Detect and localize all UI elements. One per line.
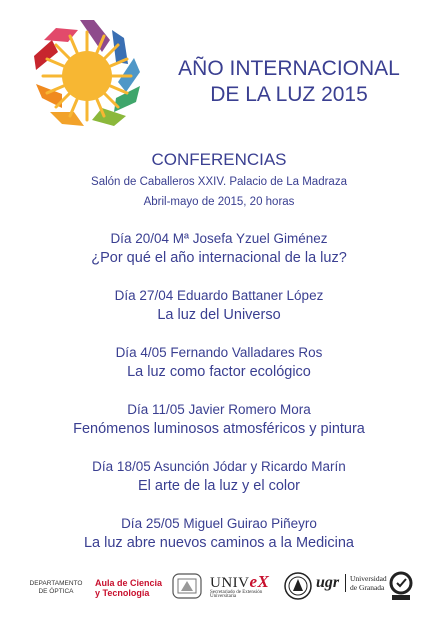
talk-topic: Fenómenos luminosos atmosféricos y pintura: [73, 421, 365, 437]
talk-topic: El arte de la luz y el color: [138, 478, 300, 494]
year-of-light-logo: [22, 12, 152, 142]
talk-speaker: Día 25/05 Miguel Guirao Piñeyro: [121, 516, 317, 531]
talk-speaker: Día 11/05 Javier Romero Mora: [127, 402, 311, 417]
talk-topic: La luz como factor ecológico: [127, 364, 311, 380]
talk-topic: ¿Por qué el año internacional de la luz?: [91, 250, 347, 266]
conference-venue: Salón de Caballeros XXIV. Palacio de La Madraza: [91, 176, 347, 188]
talk-speaker: Día 18/05 Asunción Jódar y Ricardo Marín: [92, 459, 346, 474]
talk-item: [0, 230, 438, 287]
univex-ex: eX: [249, 572, 270, 591]
quality-certification-icon: [388, 571, 414, 601]
talk-item: [0, 287, 438, 344]
ugr-line-2: de Granada: [350, 583, 385, 592]
dept-line-1: DEPARTAMENTO: [29, 580, 83, 587]
madraza-seal-icon: [172, 573, 202, 599]
title-line-1: AÑO INTERNACIONAL: [178, 57, 400, 80]
university-name: [345, 574, 387, 592]
aula-ciencia-logo: [95, 578, 162, 598]
talks-list: [0, 230, 438, 572]
sun-icon: [34, 20, 140, 126]
conference-heading: CONFERENCIAS: [151, 150, 287, 169]
univex-sub-2: Universitaria: [210, 594, 237, 599]
page-title: [158, 56, 420, 108]
aula-line-1: Aula de Ciencia: [95, 578, 163, 588]
talk-topic: La luz del Universo: [157, 307, 281, 323]
talk-item: [0, 515, 438, 572]
talk-item: [0, 401, 438, 458]
conference-dates: Abril-mayo de 2015, 20 horas: [143, 196, 295, 208]
sponsor-logos: [0, 570, 438, 610]
talk-speaker: Día 27/04 Eduardo Battaner López: [114, 288, 324, 303]
university-crest-icon: [284, 571, 312, 601]
talk-topic: La luz abre nuevos caminos a la Medicina: [83, 535, 354, 551]
ugr-logo: ugr: [316, 574, 340, 591]
optics-department-logo: [26, 580, 86, 596]
title-line-2: DE LA LUZ 2015: [210, 83, 368, 106]
dept-line-2: DE ÓPTICA: [38, 588, 74, 595]
univex-logo: [210, 572, 269, 600]
talk-item: [0, 458, 438, 515]
ugr-line-1: Universidad: [350, 574, 387, 583]
talk-speaker: Día 4/05 Fernando Valladares Ros: [115, 345, 323, 360]
talk-speaker: Día 20/04 Mª Josefa Yzuel Giménez: [110, 231, 328, 246]
univex-sub-1: Secretariado de Extensión: [210, 590, 263, 595]
univex-brand: UNIV: [210, 575, 250, 591]
talk-item: [0, 344, 438, 401]
aula-line-2: y Tecnología: [95, 588, 150, 598]
